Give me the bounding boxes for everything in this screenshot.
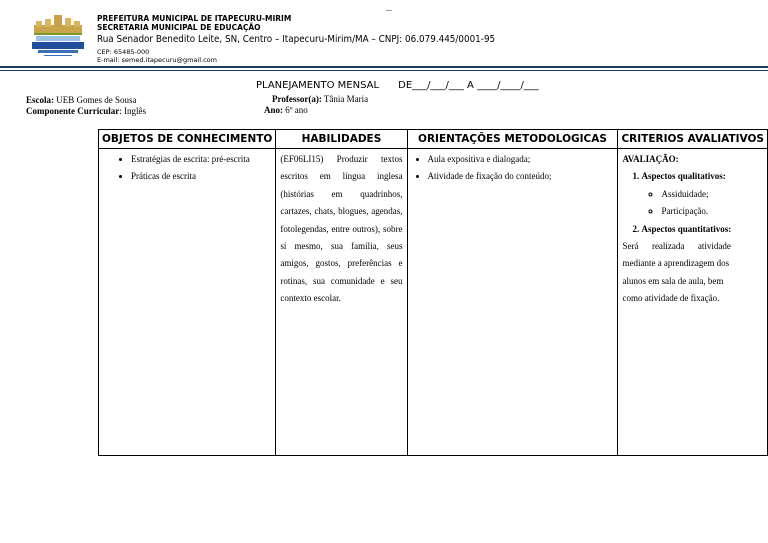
aspect-qualitativo: Aspectos qualitativos: <box>641 171 726 182</box>
cell-habilidades <box>276 149 407 456</box>
criterio-line: como atividade de fixação. <box>622 293 720 304</box>
header-divider-thin <box>0 70 768 71</box>
table-row <box>99 149 768 456</box>
cell-criterios <box>618 149 768 456</box>
prefeitura-logo <box>32 11 84 63</box>
header-mark <box>386 10 392 11</box>
objeto-item: • Práticas de escrita <box>131 168 271 185</box>
ano-value: 6º ano <box>285 105 308 115</box>
header-email: E-mail: semed.itapecuru@gmail.com <box>97 56 217 64</box>
aspect-item: ◦ Participação. <box>661 203 767 220</box>
objeto-item: • Estratégias de escrita: pré-escrita <box>131 151 271 168</box>
habilidades-text: (EF06LI15) Produzir textos escritos em língua inglesa (histórias em quadrinhos, cartazes, chats, blogues, agendas, fotolegendas, entre outros), sobre si mesmo, sua família, seus amigos, gostos, preferências e rotinas, sua comunidade e seu contexto escolar. <box>280 154 403 304</box>
header-habilidades: HABILIDADES <box>276 130 407 149</box>
header-objetos: OBJETOS DE CONHECIMENTO <box>99 130 276 149</box>
escola-field <box>26 95 137 106</box>
componente-field <box>26 106 146 117</box>
escola-label: Escola: <box>26 95 54 105</box>
cell-objetos <box>99 149 276 456</box>
plan-title: PLANEJAMENTO MENSAL DE___/___/___ A ____/____/___ <box>256 80 539 91</box>
table-header-row <box>99 130 768 149</box>
criterio-line: mediante a aprendizagem dos <box>622 258 730 269</box>
ano-label: Ano: <box>264 105 284 115</box>
criterio-line: alunos em sala de aula, bem <box>622 275 724 286</box>
aspect-quantitativo: Aspectos quantitativos: <box>641 223 732 234</box>
avaliacao-title: AVALIAÇÃO: <box>622 154 679 164</box>
criterio-line: Será realizada atividade <box>622 241 731 252</box>
cell-orientacoes <box>407 149 618 456</box>
orientacao-item: • Atividade de fixação do conteúdo; <box>428 168 614 185</box>
header-orientacoes: ORIENTAÇÕES METODOLOGICAS <box>407 130 618 149</box>
ano-field <box>264 105 308 116</box>
orientacao-item: • Aula expositiva e dialogada; <box>428 151 614 168</box>
header-cep: CEP: 65485-000 <box>97 48 150 56</box>
componente-label: Componente Curricular <box>26 106 120 116</box>
header-secretaria: SECRETARIA MUNICIPAL DE EDUCAÇÃO <box>97 23 261 32</box>
professor-label: Professor(a): <box>272 94 322 104</box>
professor-field <box>272 94 368 105</box>
professor-value: Tânia Maria <box>323 94 369 104</box>
header-address: Rua Senador Benedito Leite, SN, Centro – Itapecuru-Mirim/MA – CNPJ: 06.079.445/0001-95 <box>97 34 496 45</box>
planning-table <box>98 129 768 456</box>
escola-value: UEB Gomes de Sousa <box>56 95 137 105</box>
header-divider <box>0 66 768 68</box>
header-prefeitura: PREFEITURA MUNICIPAL DE ITAPECURU-MIRIM <box>97 14 292 23</box>
componente-value: : Inglês <box>119 106 146 116</box>
aspect-item: ◦ Assiduidade; <box>661 186 767 203</box>
header-criterios: CRITERIOS AVALIATIVOS <box>618 130 768 149</box>
